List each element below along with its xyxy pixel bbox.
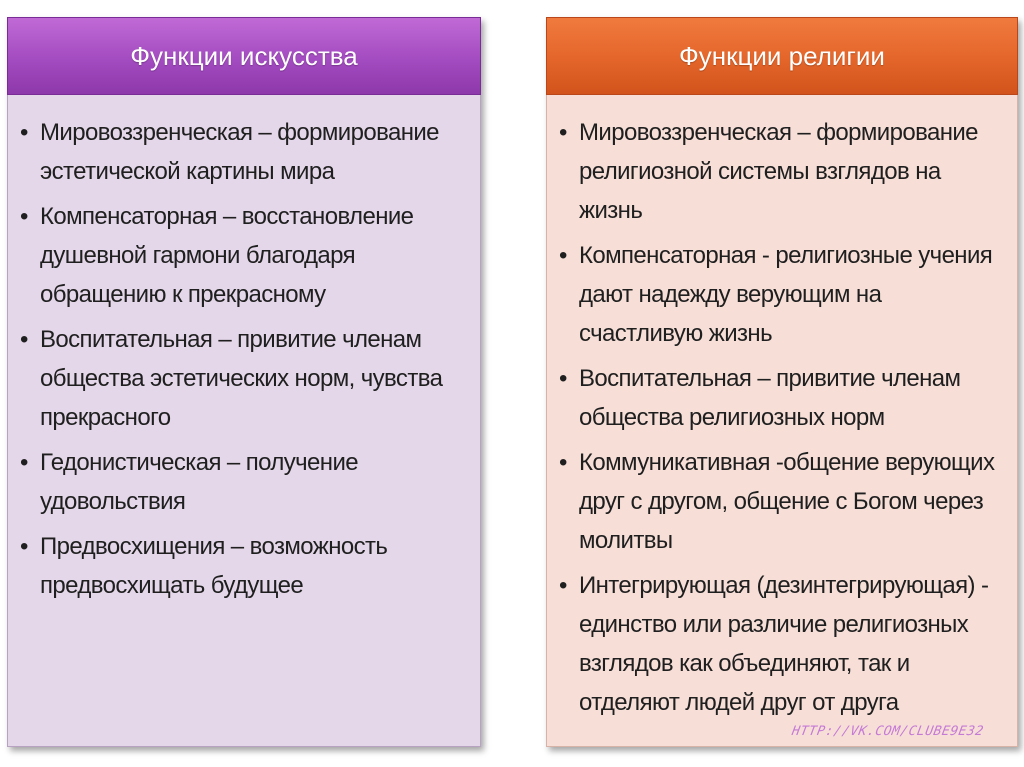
bullet-icon: •: [559, 242, 567, 269]
art-functions-body: [7, 95, 481, 747]
list-item: [559, 359, 1003, 437]
list-item-text: Мировоззренческая – формирование религиозной системы взглядов на жизнь: [579, 119, 978, 224]
bullet-icon: •: [20, 203, 28, 230]
watermark: HTTP://VK.COM/CLUBE9E32: [791, 724, 986, 739]
religion-functions-body: [546, 95, 1018, 747]
religion-functions-list: [559, 113, 1003, 722]
art-functions-list: [20, 113, 466, 605]
religion-functions-title: Функции религии: [679, 40, 885, 71]
list-item-text: Компенсаторная – восстановление душевной гармони благодаря обращению к прекрасному: [40, 203, 414, 308]
religion-functions-header: [546, 17, 1018, 95]
bullet-icon: •: [20, 119, 28, 146]
list-item-text: Предвосхищения – возможность предвосхищать будущее: [40, 533, 388, 599]
list-item: [20, 113, 466, 191]
list-item-text: Воспитательная – привитие членам общества религиозных норм: [579, 365, 961, 431]
bullet-icon: •: [20, 326, 28, 353]
bullet-icon: •: [559, 365, 567, 392]
list-item: [559, 443, 1003, 560]
art-functions-title: Функции искусства: [130, 40, 358, 71]
list-item-text: Воспитательная – привитие членам общества эстетических норм, чувства прекрасного: [40, 326, 443, 431]
bullet-icon: •: [20, 449, 28, 476]
list-item: [20, 443, 466, 521]
art-functions-panel: [7, 17, 481, 747]
art-functions-header: [7, 17, 481, 95]
bullet-icon: •: [559, 119, 567, 146]
list-item-text: Мировоззренческая – формирование эстетической картины мира: [40, 119, 439, 185]
list-item: [20, 527, 466, 605]
list-item: [20, 320, 466, 437]
list-item: [20, 197, 466, 314]
bullet-icon: •: [559, 449, 567, 476]
list-item-text: Гедонистическая – получение удовольствия: [40, 449, 359, 515]
list-item: [559, 113, 1003, 230]
list-item: [559, 236, 1003, 353]
list-item-text: Интегрирующая (дезинтегрирующая) - единство или различие религиозных взглядов как объединяют, так и отделяют людей друг от друга: [579, 572, 989, 716]
religion-functions-panel: [546, 17, 1018, 747]
bullet-icon: •: [559, 572, 567, 599]
bullet-icon: •: [20, 533, 28, 560]
list-item-text: Коммуникативная -общение верующих друг с другом, общение с Богом через молитвы: [579, 449, 995, 554]
list-item-text: Компенсаторная - религиозные учения дают надежду верующим на счастливую жизнь: [579, 242, 993, 347]
list-item: [559, 566, 1003, 722]
